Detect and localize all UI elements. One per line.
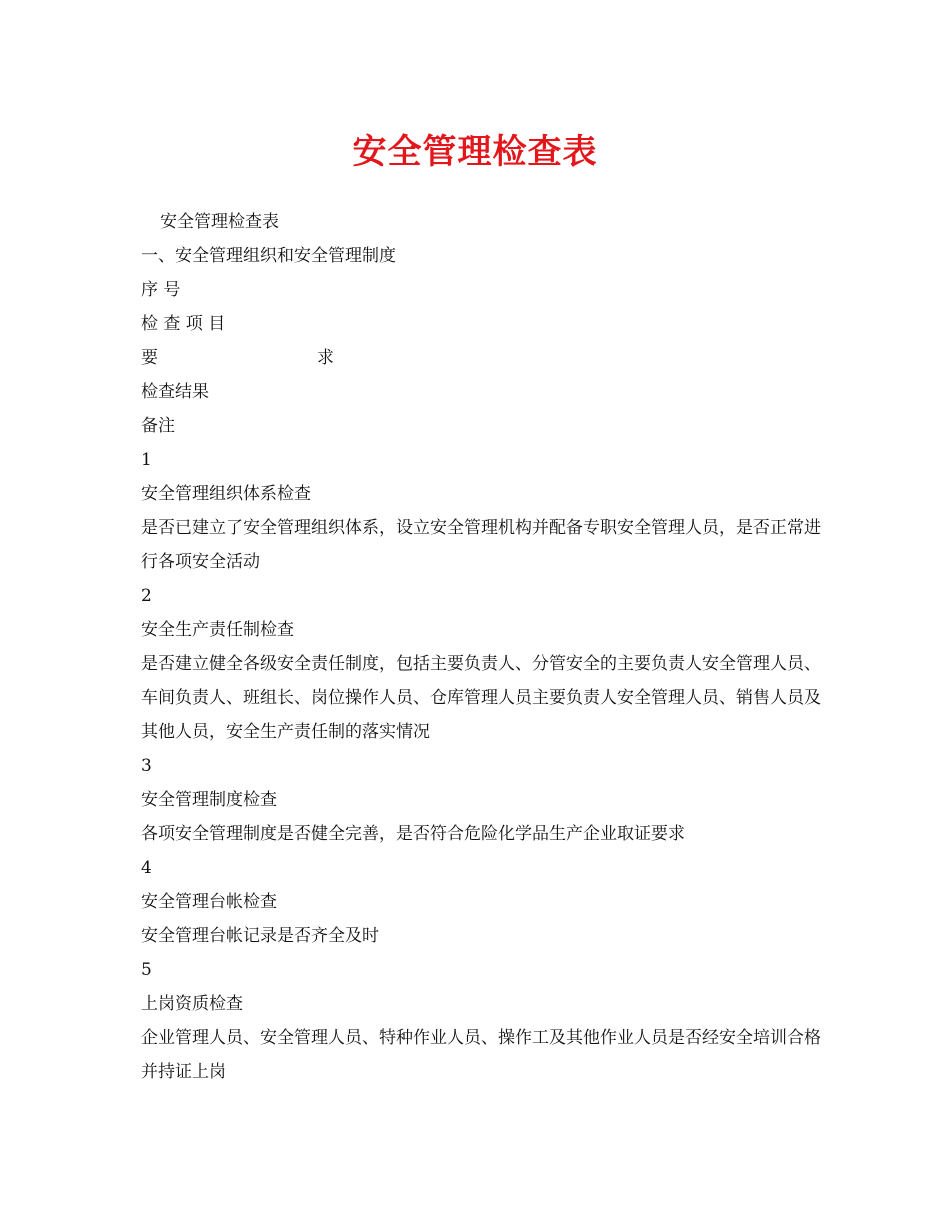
row-requirement: 是否已建立了安全管理组织体系，设立安全管理机构并配备专职安全管理人员，是否正常进行各项安全活动 [141, 518, 821, 572]
row-requirement: 是否建立健全各级安全责任制度，包括主要负责人、分管安全的主要负责人安全管理人员、车间负责人、班组长、岗位操作人员、仓库管理人员主要负责人安全管理人员、销售人员及其他人员，安全生产责任制的落实情况 [141, 654, 821, 742]
subtitle: 安全管理检查表 [160, 212, 279, 232]
row-requirement: 企业管理人员、安全管理人员、特种作业人员、操作工及其他作业人员是否经安全培训合格并持证上岗 [141, 1028, 821, 1082]
row-number: 1 [141, 450, 152, 470]
header-result: 检查结果 [141, 382, 209, 402]
document-title: 安全管理检查表 [352, 132, 598, 172]
row-number: 3 [141, 756, 152, 776]
header-req-left: 要 [141, 348, 158, 368]
header-req-right: 求 [317, 348, 334, 368]
header-seq: 序 号 [141, 280, 181, 300]
row-item: 上岗资质检查 [141, 994, 243, 1014]
row-item: 安全管理制度检查 [141, 790, 277, 810]
row-number: 2 [141, 586, 152, 606]
header-note: 备注 [141, 416, 175, 436]
row-item: 安全生产责任制检查 [141, 620, 294, 640]
row-item: 安全管理台帐检查 [141, 892, 277, 912]
header-requirement [141, 341, 821, 375]
row-requirement: 安全管理台帐记录是否齐全及时 [141, 926, 379, 946]
row-item: 安全管理组织体系检查 [141, 484, 311, 504]
header-item: 检 查 项 目 [141, 314, 226, 334]
row-number: 4 [141, 858, 152, 878]
document-body [141, 205, 821, 1089]
section-heading: 一、安全管理组织和安全管理制度 [141, 246, 396, 266]
row-requirement: 各项安全管理制度是否健全完善，是否符合危险化学品生产企业取证要求 [141, 824, 685, 844]
row-number: 5 [141, 960, 152, 980]
